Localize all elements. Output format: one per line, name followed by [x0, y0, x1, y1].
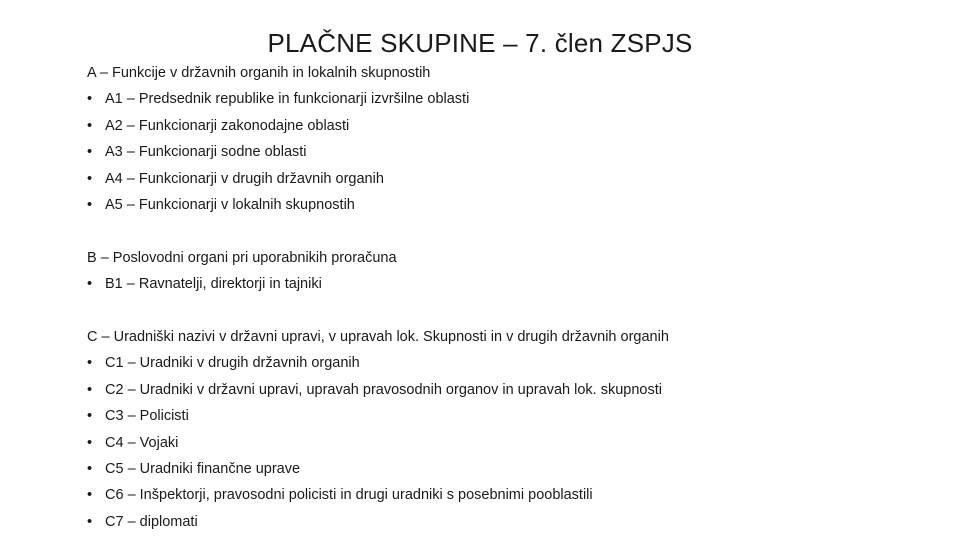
bullet-icon: • [87, 197, 93, 214]
list-item-text: C3 – Policisti [105, 408, 189, 425]
list-item [87, 139, 927, 165]
bullet-icon: • [87, 461, 93, 478]
group-heading: B – Poslovodni organi pri uporabnikih proračuna [87, 249, 397, 266]
list-item-text: A3 – Funkcionarji sodne oblasti [105, 144, 307, 161]
bullet-icon: • [87, 513, 93, 530]
group-c [87, 324, 927, 535]
list-item-text: C4 – Vojaki [105, 434, 179, 451]
list-item-text: B1 – Ravnatelji, direktorji in tajniki [105, 276, 322, 293]
list-item [87, 430, 927, 456]
list-item-text: C6 – Inšpektorji, pravosodni policisti in drugi uradniki s posebnimi pooblastili [105, 487, 593, 504]
group-heading: A – Funkcije v državnih organih in lokalnih skupnostih [87, 65, 431, 81]
list-item [87, 350, 927, 376]
list-item [87, 271, 927, 297]
bullet-icon: • [87, 276, 93, 293]
list-item [87, 403, 927, 429]
list-item [87, 482, 927, 508]
group-a [87, 60, 927, 218]
list-item [87, 86, 927, 112]
bullet-icon: • [87, 487, 93, 504]
slide-title: PLAČNE SKUPINE – 7. člen ZSPJS [267, 28, 693, 58]
bullet-icon: • [87, 144, 93, 161]
list-item [87, 456, 927, 482]
group-items [87, 271, 927, 297]
list-item-text: A1 – Predsednik republike in funkcionarji izvršilne oblasti [105, 91, 470, 108]
list-item-text: A5 – Funkcionarji v lokalnih skupnostih [105, 197, 355, 214]
list-item-text: C2 – Uradniki v državni upravi, upravah pravosodnih organov in upravah lok. skupnosti [105, 381, 662, 398]
list-item-text: C5 – Uradniki finančne uprave [105, 461, 301, 478]
bullet-icon: • [87, 170, 93, 187]
list-item [87, 113, 927, 139]
list-item [87, 192, 927, 218]
bullet-icon: • [87, 408, 93, 425]
group-b [87, 245, 927, 298]
group-heading: C – Uradniški nazivi v državni upravi, v upravah lok. Skupnosti in v drugih državnih organih [87, 329, 669, 346]
list-item-text: A4 – Funkcionarji v drugih državnih organih [105, 170, 384, 187]
bullet-icon: • [87, 355, 93, 372]
slide-content [87, 60, 927, 535]
list-item-text: C1 – Uradniki v drugih državnih organih [105, 355, 360, 372]
group-items [87, 86, 927, 218]
list-item [87, 509, 927, 535]
list-item-text: A2 – Funkcionarji zakonodajne oblasti [105, 117, 350, 134]
bullet-icon: • [87, 381, 93, 398]
list-item [87, 166, 927, 192]
list-item-text: C7 – diplomati [105, 513, 198, 530]
group-items [87, 350, 927, 535]
bullet-icon: • [87, 91, 93, 108]
list-item [87, 377, 927, 403]
bullet-icon: • [87, 117, 93, 134]
bullet-icon: • [87, 434, 93, 451]
